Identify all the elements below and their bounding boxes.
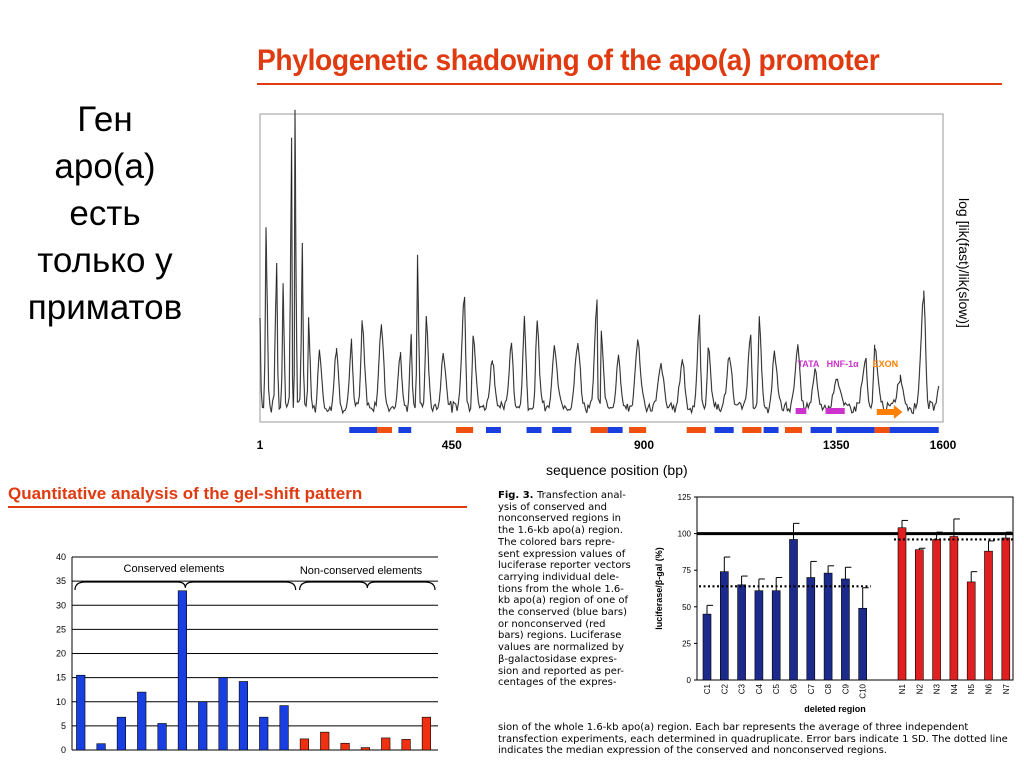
page-title: Phylogenetic shadowing of the apo(a) promoter: [257, 44, 880, 77]
luc-xtick-label: C3: [737, 684, 747, 695]
gel-ytick-label: 15: [55, 672, 66, 683]
luc-ytick-label: 25: [682, 639, 691, 649]
feature-bar: [785, 427, 802, 433]
gel-ytick-label: 0: [60, 745, 66, 755]
feature-bar: [742, 427, 761, 433]
feature-bar: [552, 427, 571, 433]
luc-xtick-label: C7: [806, 684, 816, 695]
top-xtick-label: 1600: [929, 438, 957, 452]
gel-ytick-label: 20: [55, 648, 66, 659]
gel-bar-nonconserved: [422, 717, 431, 750]
luc-xtick-label: N2: [915, 684, 925, 695]
side-text-line: apo(a): [54, 147, 156, 186]
feature-bar: [349, 427, 377, 433]
side-text-line: есть: [69, 194, 141, 233]
annotation-label: HNF-1α: [826, 359, 859, 369]
feature-bar: [486, 427, 501, 433]
figure-caption-continued: sion of the whole 1.6-kb apo(a) region. Each bar represents the average of three independent transfection experiments, each determined in quadruplicate. Error bars indicate 1 SD. The dotted line indicates the median expression of the conserved and nonconserved regions.: [498, 722, 1008, 757]
gel-bar-conserved: [97, 744, 106, 750]
side-text-line: только у: [37, 241, 173, 280]
caption-line: carrying individual dele-: [498, 571, 619, 583]
annotation-label: EXON: [872, 359, 899, 369]
exon-arrow: [877, 405, 903, 419]
gel-shift-title: Quantitative analysis of the gel-shift pattern: [8, 484, 363, 503]
luc-bar-conserved: [755, 591, 763, 680]
hnf-mark: [826, 408, 845, 414]
caption-line: nonconserved regions in: [498, 513, 621, 525]
luc-bar-nonconserved: [967, 582, 975, 680]
feature-bar: [687, 427, 706, 433]
luc-xtick-label: C10: [858, 684, 868, 699]
gel-bar-conserved: [117, 717, 126, 750]
conserved-label: Conserved elements: [123, 563, 225, 575]
tata-mark: [796, 408, 807, 414]
gel-ytick-label: 30: [55, 600, 66, 611]
luc-ytick-label: 0: [686, 676, 691, 685]
nonconserved-brace: [300, 582, 435, 590]
luc-xtick-label: C6: [789, 684, 799, 695]
luc-bar-nonconserved: [898, 528, 906, 680]
caption-line: tions from the whole 1.6-: [498, 583, 624, 595]
luc-ytick-label: 125: [677, 493, 691, 502]
gel-bar-conserved: [137, 692, 146, 750]
top-plot-frame: [260, 114, 943, 422]
caption-line: ysis of conserved and: [498, 501, 607, 513]
luc-bar-conserved: [720, 572, 728, 680]
luc-xtick-label: C4: [754, 684, 764, 695]
conserved-brace: [75, 582, 296, 590]
luc-bar-conserved: [824, 573, 832, 680]
feature-bar: [875, 427, 890, 433]
luc-xtick-label: C1: [703, 684, 712, 695]
side-text-line: приматов: [27, 288, 183, 327]
feature-bar: [629, 427, 646, 433]
top-chart-ylabel: log [lik(fast)/lik(slow)]: [956, 198, 972, 328]
top-xtick-label: 1: [256, 438, 264, 452]
caption-line: centages of the expres-: [498, 677, 617, 689]
top-chart-xlabel: sequence position (bp): [546, 462, 688, 478]
feature-bar: [714, 427, 733, 433]
feature-bar: [836, 427, 874, 433]
gel-bar-nonconserved: [320, 732, 329, 750]
gel-bar-nonconserved: [402, 739, 411, 750]
luc-bar-conserved: [859, 608, 867, 680]
luc-bar-nonconserved: [933, 539, 941, 680]
side-text-line: Ген: [77, 100, 133, 139]
feature-bar: [890, 427, 939, 433]
caption-line: kb apo(a) region of one of: [498, 595, 629, 607]
gel-ytick-label: 35: [55, 576, 66, 587]
figure-caption: [498, 490, 638, 689]
luc-ylabel: luciferase/β-gal (%): [654, 547, 664, 630]
caption-line: bars) regions. Luciferase: [498, 630, 622, 642]
caption-line: β-galactosidase expres-: [498, 653, 618, 665]
luc-xtick-label: N6: [984, 684, 994, 695]
luc-xtick-label: C8: [824, 684, 834, 695]
luc-xtick-label: N3: [932, 684, 942, 695]
feature-bar: [456, 427, 473, 433]
gel-bar-nonconserved: [381, 738, 390, 750]
caption-line: the 1.6-kb apo(a) region.: [498, 525, 623, 537]
luc-bar-nonconserved: [985, 551, 993, 680]
feature-bar: [527, 427, 542, 433]
gel-ytick-label: 40: [55, 552, 66, 562]
luc-bar-conserved: [807, 578, 815, 680]
luc-ytick-label: 100: [677, 529, 691, 539]
luc-xtick-label: N1: [898, 684, 907, 695]
feature-bar: [377, 427, 392, 433]
feature-bar: [591, 427, 608, 433]
gel-bar-conserved: [158, 723, 167, 750]
gel-bar-conserved: [76, 675, 85, 750]
nonconserved-label: Non-conserved elements: [299, 565, 423, 577]
gel-ytick-label: 5: [60, 720, 66, 731]
luc-xtick-label: C2: [720, 684, 730, 695]
caption-line: the conserved (blue bars): [498, 607, 628, 619]
luc-xtick-label: N7: [1001, 684, 1011, 695]
gel-bar-conserved: [178, 591, 187, 750]
luc-bar-nonconserved: [950, 537, 958, 680]
gel-shift-title-underline: [8, 506, 467, 508]
caption-line: luciferase reporter vectors: [498, 560, 631, 572]
gel-ytick-label: 25: [55, 624, 66, 635]
gel-bar-nonconserved: [341, 743, 350, 750]
luc-xtick-label: N5: [967, 684, 977, 695]
feature-bar: [764, 427, 779, 433]
top-xtick-label: 450: [441, 438, 462, 452]
top-xtick-label: 1350: [822, 438, 850, 452]
luc-ytick-label: 75: [682, 566, 691, 576]
annotation-label: TATA: [797, 359, 820, 369]
gel-bar-conserved: [280, 706, 289, 750]
luc-bar-conserved: [841, 579, 849, 680]
luc-ytick-label: 50: [682, 602, 691, 612]
feature-bar: [608, 427, 623, 433]
luc-xtick-label: N4: [949, 684, 959, 695]
caption-line: values are normalized by: [498, 642, 625, 654]
luc-bar-conserved: [772, 591, 780, 680]
caption-line: sion and reported as per-: [498, 665, 624, 677]
gel-bar-nonconserved: [300, 739, 309, 750]
luc-bar-nonconserved: [1002, 538, 1010, 680]
feature-bar: [398, 427, 411, 433]
feature-bar: [811, 427, 832, 433]
gel-bar-nonconserved: [361, 748, 370, 750]
caption-line: or nonconserved (red: [498, 618, 606, 630]
caption-line: The colored bars repre-: [498, 536, 615, 548]
top-xtick-label: 900: [633, 438, 655, 452]
gel-bar-conserved: [198, 702, 207, 750]
gel-ytick-label: 10: [55, 696, 66, 707]
gel-bar-conserved: [239, 681, 248, 750]
caption-label: Fig. 3.: [498, 490, 537, 501]
luc-xtick-label: C5: [772, 684, 782, 695]
luc-bar-conserved: [790, 539, 798, 680]
luc-bar-conserved: [703, 614, 711, 680]
luc-xlabel: deleted region: [804, 704, 866, 714]
gel-bar-conserved: [219, 678, 228, 750]
luc-xtick-label: C9: [841, 684, 851, 695]
luc-bar-conserved: [738, 585, 746, 680]
gel-bar-conserved: [259, 717, 268, 750]
luc-bar-nonconserved: [915, 550, 923, 680]
caption-line: Transfection anal-: [536, 490, 626, 501]
caption-line: sent expression values of: [498, 548, 626, 560]
